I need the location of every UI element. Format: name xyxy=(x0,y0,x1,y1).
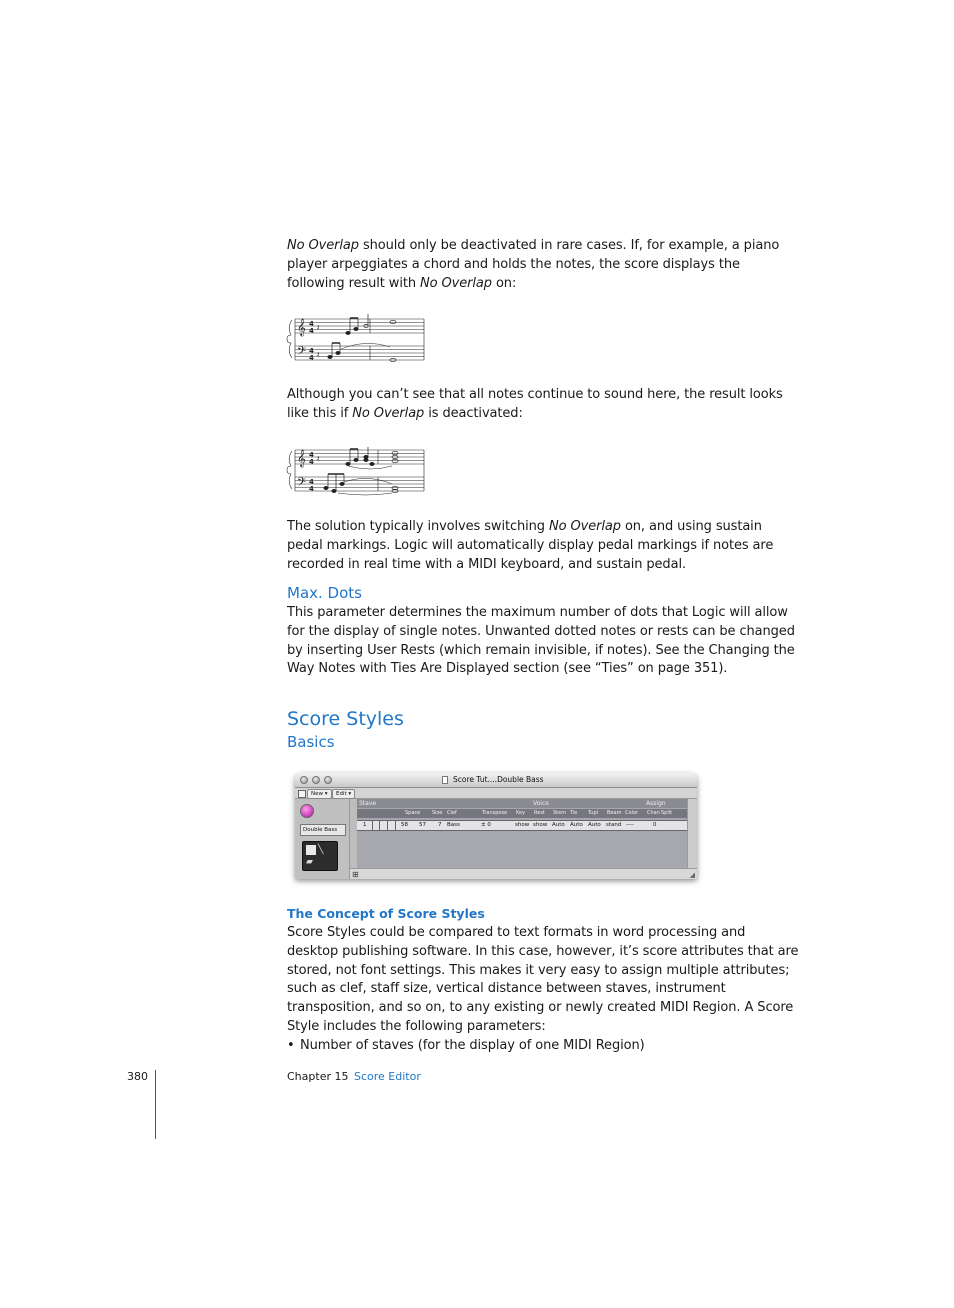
bullet-item xyxy=(287,1037,799,1056)
footer-chapter: Chapter 15 xyxy=(287,1070,349,1083)
footer-rule xyxy=(155,1070,156,1139)
edit-label: Edit xyxy=(336,791,347,797)
text: should only be deactivated in rare cases. If, for example, a piano player arpeggiates a chord and holds the notes, the score displays the following result with xyxy=(287,238,780,291)
val-chan[interactable]: 0 xyxy=(653,822,657,828)
paragraph-no-overlap-deactivated xyxy=(287,386,799,424)
val-beam[interactable]: stand xyxy=(606,822,622,828)
col-tie: Tie xyxy=(570,810,578,816)
paragraph-max-dots xyxy=(287,604,799,679)
svg-text:4: 4 xyxy=(309,451,314,459)
window-titlebar xyxy=(295,773,697,788)
text: on: xyxy=(491,275,517,291)
window-title: Score Tut....Double Bass xyxy=(453,775,544,784)
svg-text:𝄽: 𝄽 xyxy=(317,350,320,359)
new-label: New xyxy=(311,791,323,797)
col-key: Key xyxy=(516,810,526,816)
val-rest[interactable]: show xyxy=(533,822,548,828)
section-header-row xyxy=(357,799,687,808)
paragraph-concept xyxy=(287,924,799,1056)
text: Score Styles could be compared to text formats in word processing and desktop publishing software. In this case, however, it’s score attributes that are stored, not font settings. This makes it very easy to assign multiple attributes; such as clef, staff size, vertical distance between staves, instrument transposition, and so on, to any existing or newly created MIDI Region. A Score Style includes the following parameters: xyxy=(287,925,799,1034)
link-icon[interactable] xyxy=(298,790,306,798)
new-menu-button[interactable]: New ▾ xyxy=(307,789,332,799)
section-stave: Stave xyxy=(359,800,377,807)
bullet-icon: • xyxy=(287,1037,295,1053)
val-space-1[interactable]: 58 xyxy=(401,822,408,828)
svg-text:𝄞: 𝄞 xyxy=(297,449,306,467)
italic-term: No Overlap xyxy=(352,405,425,421)
close-window-icon[interactable] xyxy=(300,776,308,784)
section-voice: Voice xyxy=(533,800,549,807)
heading-basics: Basics xyxy=(287,733,335,751)
val-space-2[interactable]: 57 xyxy=(419,822,426,828)
svg-text:𝄽: 𝄽 xyxy=(317,323,320,332)
style-values-row[interactable] xyxy=(357,820,687,831)
score-style-window-screenshot xyxy=(295,773,697,879)
edit-menu-button[interactable]: Edit ▾ xyxy=(332,789,355,799)
style-name-field[interactable]: Double Bass xyxy=(300,824,346,836)
split-divider[interactable] xyxy=(349,799,357,879)
document-icon xyxy=(442,776,448,784)
text: This parameter determines the maximum number of dots that Logic will allow for the display of single notes. Unwanted dotted notes or rests can be changed by inserting User Rests (which remain invisible, if notes). See the Changing the Way Notes with Ties Are Displayed section (see “Ties” on page 351). xyxy=(287,605,795,677)
val-clef[interactable]: Bass xyxy=(447,822,460,828)
italic-term: No Overlap xyxy=(420,275,492,291)
col-clef: Clef xyxy=(447,810,457,816)
val-size[interactable]: 7 xyxy=(438,822,442,828)
svg-text:𝄢: 𝄢 xyxy=(297,345,307,361)
svg-text:𝄢: 𝄢 xyxy=(297,476,307,492)
col-tupl: Tupl xyxy=(588,810,599,816)
heading-concept-score-styles: The Concept of Score Styles xyxy=(287,906,485,921)
col-rest: Rest xyxy=(534,810,545,816)
pointer-tool-icon[interactable] xyxy=(306,845,316,855)
footer-chapter-title: Score Editor xyxy=(354,1070,421,1083)
vertical-scrollbar[interactable] xyxy=(687,799,697,868)
eraser-tool-icon[interactable]: ▰ xyxy=(306,857,313,867)
section-assign: Assign xyxy=(646,800,666,807)
svg-text:4: 4 xyxy=(309,320,314,328)
col-transpose: Transpose xyxy=(482,810,508,816)
page-number: 380 xyxy=(127,1070,148,1083)
zoom-window-icon[interactable] xyxy=(324,776,332,784)
style-parameter-area xyxy=(357,799,687,868)
add-icon[interactable]: ⊞ xyxy=(352,870,359,879)
svg-text:𝄽: 𝄽 xyxy=(317,454,320,463)
paragraph-no-overlap-intro xyxy=(287,237,799,293)
score-style-icon[interactable] xyxy=(300,804,314,818)
window-toolbar xyxy=(295,788,697,799)
text: on, and using sustain pedal markings. Logic will automatically display pedal markings if notes are recorded in real time with a MIDI keyboard, and sustain pedal. xyxy=(287,519,774,572)
window-bottom-bar xyxy=(350,868,697,879)
text: The solution typically involves switching xyxy=(287,519,549,534)
column-header-row xyxy=(357,809,687,818)
svg-text:𝄞: 𝄞 xyxy=(297,318,306,336)
svg-text:4: 4 xyxy=(309,354,314,362)
tool-box xyxy=(302,841,338,871)
col-stem: Stem xyxy=(553,810,567,816)
score-example-no-overlap-off xyxy=(286,444,426,496)
svg-text:4: 4 xyxy=(309,327,314,335)
col-beam: Beam xyxy=(607,810,622,816)
svg-text:4: 4 xyxy=(309,478,314,486)
empty-area xyxy=(357,831,687,868)
val-staves[interactable]: 1 xyxy=(363,822,367,828)
pencil-tool-icon[interactable]: ╲ xyxy=(318,845,324,855)
italic-term: No Overlap xyxy=(548,519,621,534)
svg-text:4: 4 xyxy=(309,458,314,466)
heading-max-dots: Max. Dots xyxy=(287,584,362,602)
val-color[interactable]: ---- xyxy=(626,822,634,828)
heading-score-styles: Score Styles xyxy=(287,708,404,730)
col-chan: Chan xyxy=(647,810,660,816)
col-size: Size xyxy=(432,810,443,816)
bullet-text: Number of staves (for the display of one MIDI Region) xyxy=(300,1037,645,1053)
svg-text:4: 4 xyxy=(309,347,314,355)
italic-term: No Overlap xyxy=(287,238,359,253)
val-stem[interactable]: Auto xyxy=(552,822,565,828)
resize-grip-icon[interactable]: ◢ xyxy=(689,871,695,879)
val-tie[interactable]: Auto xyxy=(570,822,583,828)
val-key[interactable]: show xyxy=(515,822,530,828)
col-split: Split xyxy=(661,810,673,816)
val-tupl[interactable]: Auto xyxy=(588,822,601,828)
paragraph-solution xyxy=(287,518,799,574)
window-sidebar xyxy=(295,799,355,879)
minimize-window-icon[interactable] xyxy=(312,776,320,784)
svg-text:4: 4 xyxy=(309,485,314,493)
text: Although you can’t see that all notes continue to sound here, the result looks like this if xyxy=(287,387,783,421)
col-color: Color xyxy=(625,810,639,816)
score-example-no-overlap-on xyxy=(286,313,426,365)
text: is deactivated: xyxy=(424,405,523,421)
val-transpose[interactable]: ± 0 xyxy=(481,822,491,828)
col-space: Space xyxy=(405,810,421,816)
